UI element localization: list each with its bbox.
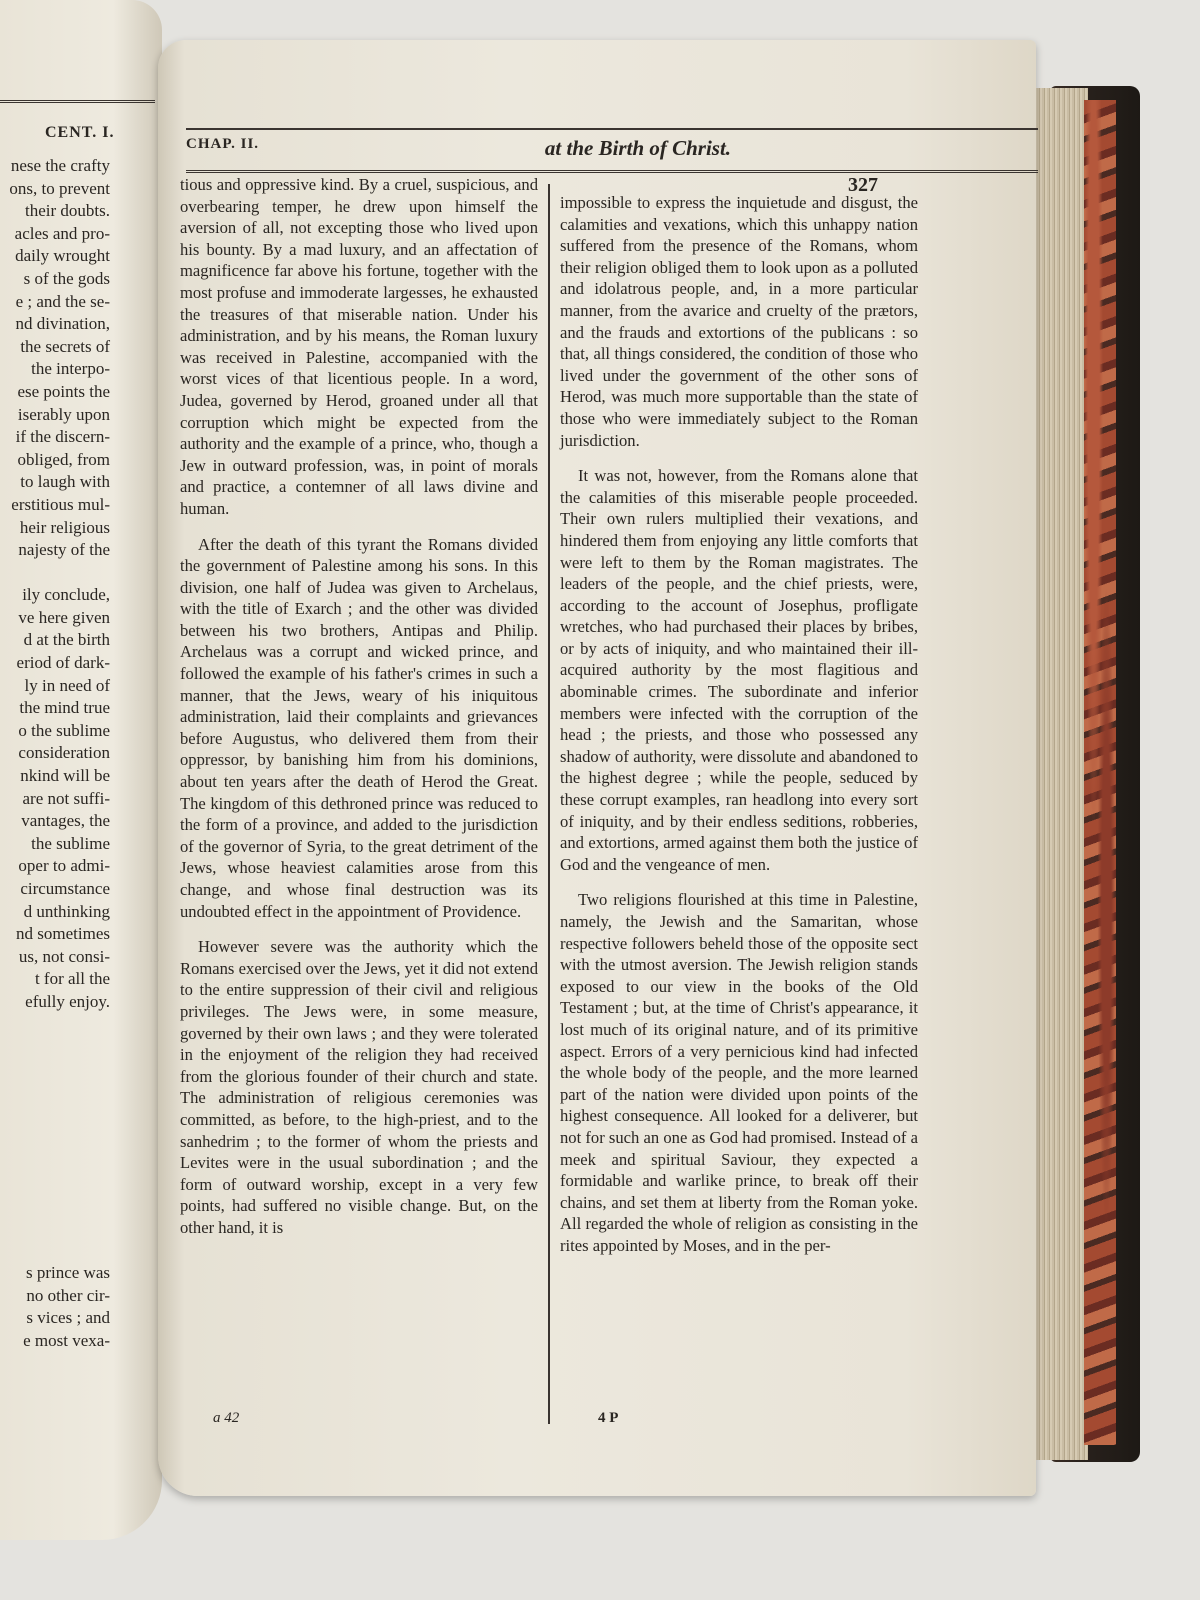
left-page-line: e ; and the se-: [15, 291, 110, 311]
left-page-line: [0, 1014, 162, 1037]
signature-mark-left: a 42: [213, 1410, 240, 1426]
left-page-line: [0, 1059, 162, 1082]
header-rule-top: [186, 128, 1038, 130]
left-page-line: d unthinking: [23, 901, 110, 921]
paragraph: After the death of this tyrant the Romans divided the government of Palestine among his sons. In this division, one half of Judea was given to Archelaus, with the title of Exarch ; and the other was divided between his two brothers, Antipas and Philip. Archelaus was a corrupt and wicked prince, and followed the example of his father's crimes in such a manner, that the Jews, weary of his iniquitous administration, laid their complaints and grievances before Augustus, who delivered them from their oppressor, by banishing him from his dominions, about ten years after the death of Herod the Great. The kingdom of this dethroned prince was reduced to the form of a province, and added to the jurisdiction of the governor of Syria, to the great detriment of the Jews, whose heaviest calamities arose from this change, and whose final destruction was its undoubted effect in the appointment of Providence.: [180, 534, 538, 921]
left-header-rule: [0, 100, 155, 103]
left-page-line: are not suffi-: [22, 788, 110, 808]
left-page-line: o the sublime: [18, 720, 110, 740]
left-page-line: eriod of dark-: [16, 653, 110, 673]
left-page-line: [0, 1194, 162, 1217]
left-page-line: [0, 1127, 162, 1150]
page-edges: [1032, 88, 1088, 1460]
left-page-line: s vices ; and: [26, 1308, 110, 1328]
left-page-line: consideration: [18, 743, 110, 763]
left-page-line: [0, 1172, 162, 1195]
left-page-line: s prince was: [25, 1263, 110, 1283]
left-page-line: [0, 1081, 162, 1104]
left-page-line: vantages, the: [21, 811, 110, 831]
left-page-line: t for all the: [34, 969, 110, 989]
paragraph: It was not, however, from the Romans alone that the calamities of this miserable people proceeded. Their own rulers multiplied their vexations, and hindered them from enjoying any little comforts that were left to them by the Roman magistrates. The leaders of the people, and the chief priests, were, according to the account of Josephus, profligate wretches, who had purchased their places by bribes, or by acts of iniquity, and who maintained their ill-acquired authority by the most flagitious and abominable crimes. The subordinate and inferior members were infected with the corruption of the head ; the priests, and those who possessed any shadow of authority, were dissolute and abandoned to the highest degree ; while the people, seduced by these corrupt examples, ran headlong into every sort of iniquity, and by their endless seditions, robberies, and extortions, armed against them both the justice of God and the vengeance of men.: [560, 466, 918, 874]
paragraph: tious and oppressive kind. By a cruel, suspicious, and overbearing temper, he drew upon himself the aversion of all, not excepting those who lived upon his bounty. By a mad luxury, and an affectation of magnificence far above his fortune, together with the most profuse and immoderate largesses, he exhausted the treasures of that miserable nation. Under his administration, and by his means, the Roman luxury was received in Palestine, accompanied with the worst vices of that licentious people. In a word, Judea, governed by Herod, groaned under all that corruption which might be expected from the authority and the example of a prince, who, though a Jew in outward profession, was, in point of morals and practice, a contemner of all laws divine and human.: [180, 175, 538, 518]
left-page-line: ily conclude,: [22, 585, 110, 605]
left-page-line: ons, to prevent: [9, 178, 110, 198]
left-page-line: iserably upon: [17, 404, 110, 424]
left-page-line: circumstance: [20, 879, 110, 898]
left-page-line: s of the gods: [23, 268, 110, 288]
page-number: 327: [848, 174, 878, 196]
left-page: [0, 0, 162, 1540]
left-page-line: nd sometimes: [16, 924, 110, 944]
left-page-line: [0, 562, 162, 585]
left-running-head: CENT. I.: [45, 124, 115, 141]
left-page-line: no other cir-: [26, 1285, 110, 1305]
left-page-line: the secrets of: [20, 336, 110, 356]
left-page-line: [0, 1217, 162, 1240]
left-page-line: ese points the: [17, 381, 110, 401]
left-page-line: efully enjoy.: [25, 991, 110, 1011]
left-page-line: najesty of the: [18, 540, 110, 560]
left-page-line: [0, 1149, 162, 1172]
left-page-line: erstitious mul-: [11, 494, 110, 514]
right-page: [158, 40, 1036, 1496]
left-page-line: heir religious: [19, 517, 110, 537]
left-page-line: d at the birth: [23, 630, 110, 650]
paragraph: However severe was the authority which the Romans exercised over the Jews, yet it did not extend to the entire suppression of their civil and religious privileges. The Jews were, in some measure, governed by their own laws ; and they were tolerated in the enjoyment of the religion they had received from the glorious founder of their church and state. The administration of religious ceremonies was committed, as before, to the high-priest, and to the sanhedrim ; to the former of whom the priests and Levites were in the usual subordination ; and the form of outward worship, except in a very few points, had suffered no visible change. But, on the other hand, it is: [180, 937, 538, 1237]
left-page-line: acles and pro-: [14, 223, 110, 243]
left-page-line: [0, 1104, 162, 1127]
marbled-edge: [1084, 100, 1116, 1445]
left-page-line: nkind will be: [20, 766, 110, 786]
left-page-line: daily wrought: [15, 246, 110, 266]
header-rule-bottom: [186, 170, 1038, 173]
left-page-line: [0, 1240, 162, 1263]
left-page-line: the interpo-: [31, 359, 110, 379]
left-page-line: the sublime: [31, 833, 110, 853]
left-page-line: us, not consi-: [18, 946, 110, 966]
left-page-line: nese the crafty: [10, 156, 110, 175]
left-page-line: [0, 1036, 162, 1059]
left-page-text: [0, 155, 162, 1352]
column-divider: [548, 184, 550, 1424]
left-page-line: the mind true: [19, 698, 110, 718]
paragraph: Two religions flourished at this time in Palestine, namely, the Jewish and the Samaritan, whose respective followers beheld those of the opposite sect with the utmost aversion. The Jewish religion stands exposed to our view in the books of the Old Testament ; but, at the time of Christ's appearance, it lost much of its original nature, and of its primitive aspect. Errors of a very pernicious kind had infected the whole body of the people, and the more learned part of the nation were divided upon points of the highest consequence. All looked for a deliverer, but not for such an one as God had promised. Instead of a meek and spiritual Saviour, they expected a formidable and warlike prince, to break off their chains, and set them at liberty from the Roman yoke. All regarded the whole of religion as consisting in the rites appointed by Moses, and in the per-: [560, 890, 918, 1255]
chapter-label: CHAP. II.: [186, 136, 260, 152]
left-page-line: ly in need of: [24, 675, 110, 695]
running-head: at the Birth of Christ.: [544, 136, 732, 160]
left-page-line: if the discern-: [15, 427, 110, 447]
left-page-line: obliged, from: [17, 449, 110, 469]
left-page-line: nd divination,: [15, 314, 110, 334]
left-page-line: to laugh with: [20, 472, 110, 492]
paragraph: impossible to express the inquietude and disgust, the calamities and vexations, which this unhappy nation suffered from the presence of the Romans, whom their religion obliged them to look upon as a polluted and idolatrous people, and, in a more particular manner, from the avarice and cruelty of the prætors, and the frauds and extortions of the publicans : so that, all things considered, the condition of those who lived under the government of the other sons of Herod, was much more supportable than the state of those who were immediately subject to the Roman jurisdiction.: [560, 193, 918, 450]
left-page-line: ve here given: [18, 607, 110, 627]
signature-mark-right: 4 P: [598, 1410, 619, 1426]
left-page-line: e most vexa-: [23, 1330, 110, 1350]
text-column-left: [180, 174, 538, 1253]
text-column-right: [560, 192, 918, 1271]
left-page-line: their doubts.: [25, 201, 110, 221]
left-page-line: oper to admi-: [18, 856, 110, 876]
